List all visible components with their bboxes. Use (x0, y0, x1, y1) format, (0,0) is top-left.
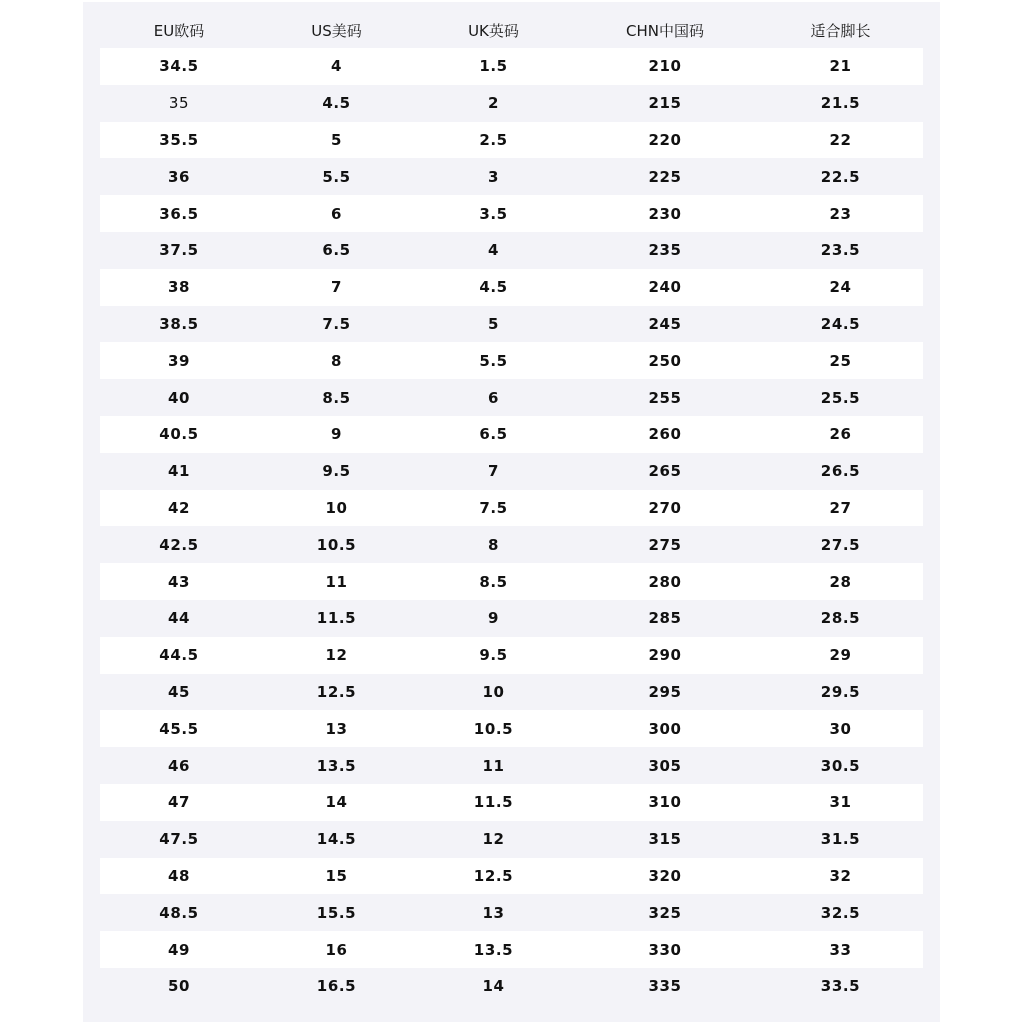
table-row (100, 306, 923, 343)
cell-eu-size: 40.5 (159, 425, 199, 444)
cell-eu-size: 43 (167, 572, 191, 591)
cell-chn-size: 210 (648, 57, 682, 76)
table-row (100, 453, 923, 490)
cell-chn-size: 325 (648, 903, 682, 922)
header-eu: EU欧码 (153, 21, 205, 40)
cell-uk-size: 5 (487, 314, 500, 333)
cell-us-size: 10.5 (316, 535, 357, 554)
cell-uk-size: 2.5 (479, 130, 508, 149)
cell-eu-size: 48 (167, 866, 191, 885)
cell-chn-size: 270 (648, 498, 682, 517)
cell-foot-length: 25 (829, 351, 852, 370)
cell-us-size: 12 (325, 646, 348, 665)
cell-foot-length: 22 (829, 130, 852, 149)
table-row (100, 85, 923, 122)
cell-eu-size: 40 (167, 388, 191, 407)
cell-uk-size: 12 (482, 830, 505, 849)
cell-eu-size: 39 (167, 351, 191, 370)
cell-uk-size: 1.5 (479, 57, 508, 76)
table-body (100, 48, 923, 1005)
cell-eu-size: 34.5 (159, 57, 199, 76)
cell-eu-size: 44 (167, 609, 191, 628)
cell-foot-length: 25.5 (820, 388, 861, 407)
table-row (100, 48, 923, 85)
cell-eu-size: 46 (167, 756, 191, 775)
cell-us-size: 15 (325, 866, 348, 885)
cell-chn-size: 250 (648, 351, 682, 370)
cell-foot-length: 33 (829, 940, 852, 959)
cell-us-size: 9 (330, 425, 343, 444)
cell-foot-length: 28.5 (820, 609, 861, 628)
cell-chn-size: 225 (648, 167, 682, 186)
cell-eu-size: 47 (167, 793, 191, 812)
cell-uk-size: 14 (482, 977, 505, 996)
cell-foot-length: 30 (829, 719, 852, 738)
cell-uk-size: 13 (482, 903, 505, 922)
cell-foot-length: 29 (829, 646, 852, 665)
cell-uk-size: 9.5 (479, 646, 508, 665)
cell-eu-size: 42.5 (159, 535, 199, 554)
cell-foot-length: 24 (829, 278, 852, 297)
cell-uk-size: 6 (487, 388, 500, 407)
cell-us-size: 7.5 (322, 314, 351, 333)
cell-chn-size: 260 (648, 425, 682, 444)
cell-eu-size: 42 (167, 498, 191, 517)
cell-chn-size: 255 (648, 388, 682, 407)
cell-eu-size: 48.5 (159, 903, 199, 922)
cell-uk-size: 4 (487, 241, 500, 260)
cell-foot-length: 26.5 (820, 462, 861, 481)
cell-uk-size: 12.5 (473, 866, 514, 885)
table-row (100, 674, 923, 711)
cell-us-size: 6.5 (322, 241, 351, 260)
cell-foot-length: 32 (829, 866, 852, 885)
cell-uk-size: 8 (487, 535, 500, 554)
cell-foot-length: 21.5 (820, 94, 861, 113)
cell-us-size: 16 (325, 940, 348, 959)
cell-eu-size: 38.5 (159, 314, 199, 333)
cell-foot-length: 27 (829, 498, 852, 517)
cell-eu-size: 38 (167, 278, 191, 297)
cell-us-size: 15.5 (316, 903, 357, 922)
table-row (100, 600, 923, 637)
table-row (100, 968, 923, 1005)
cell-eu-size: 35.5 (159, 130, 199, 149)
cell-uk-size: 11.5 (473, 793, 514, 812)
cell-chn-size: 285 (648, 609, 682, 628)
cell-foot-length: 22.5 (820, 167, 861, 186)
cell-foot-length: 32.5 (820, 903, 861, 922)
cell-us-size: 13.5 (316, 756, 357, 775)
cell-chn-size: 300 (648, 719, 682, 738)
cell-foot-length: 23 (829, 204, 852, 223)
table-row (100, 637, 923, 674)
cell-chn-size: 330 (648, 940, 682, 959)
cell-us-size: 16.5 (316, 977, 357, 996)
table-row (100, 747, 923, 784)
cell-eu-size: 45 (167, 682, 191, 701)
table-row (100, 379, 923, 416)
cell-uk-size: 13.5 (473, 940, 514, 959)
cell-foot-length: 26 (829, 425, 852, 444)
cell-uk-size: 2 (487, 94, 500, 113)
cell-uk-size: 8.5 (479, 572, 508, 591)
table-row (100, 195, 923, 232)
cell-uk-size: 10.5 (473, 719, 514, 738)
header-chn: CHN中国码 (626, 21, 704, 40)
cell-chn-size: 230 (648, 204, 682, 223)
cell-us-size: 12.5 (316, 682, 357, 701)
cell-us-size: 9.5 (322, 462, 351, 481)
cell-uk-size: 7.5 (479, 498, 508, 517)
header-foot-length: 适合脚长 (810, 21, 871, 40)
cell-eu-size: 41 (167, 462, 191, 481)
table-row (100, 563, 923, 600)
cell-foot-length: 28 (829, 572, 852, 591)
table-header-row (100, 12, 923, 48)
cell-foot-length: 21 (829, 57, 852, 76)
cell-eu-size: 35 (168, 94, 190, 113)
cell-uk-size: 7 (487, 462, 500, 481)
table-row (100, 526, 923, 563)
size-chart-table (83, 2, 940, 1022)
cell-us-size: 5 (330, 130, 343, 149)
table-row (100, 784, 923, 821)
cell-chn-size: 290 (648, 646, 682, 665)
cell-chn-size: 245 (648, 314, 682, 333)
cell-us-size: 5.5 (322, 167, 351, 186)
cell-chn-size: 275 (648, 535, 682, 554)
cell-foot-length: 31 (829, 793, 852, 812)
table-row (100, 894, 923, 931)
cell-us-size: 11.5 (316, 609, 357, 628)
table-row (100, 416, 923, 453)
cell-us-size: 8 (330, 351, 343, 370)
table-row (100, 158, 923, 195)
cell-us-size: 13 (325, 719, 348, 738)
cell-uk-size: 10 (482, 682, 505, 701)
cell-chn-size: 220 (648, 130, 682, 149)
cell-foot-length: 31.5 (820, 830, 861, 849)
cell-foot-length: 33.5 (820, 977, 861, 996)
cell-chn-size: 235 (648, 241, 682, 260)
cell-chn-size: 215 (648, 94, 682, 113)
cell-us-size: 4.5 (322, 94, 351, 113)
header-uk: UK英码 (468, 21, 519, 40)
cell-uk-size: 4.5 (479, 278, 508, 297)
cell-us-size: 6 (330, 204, 343, 223)
table-row (100, 710, 923, 747)
cell-uk-size: 3.5 (479, 204, 508, 223)
cell-chn-size: 280 (648, 572, 682, 591)
cell-uk-size: 9 (487, 609, 500, 628)
cell-uk-size: 11 (482, 756, 505, 775)
cell-chn-size: 335 (648, 977, 682, 996)
cell-eu-size: 36.5 (159, 204, 199, 223)
table-row (100, 342, 923, 379)
cell-eu-size: 47.5 (159, 830, 199, 849)
cell-us-size: 11 (325, 572, 348, 591)
cell-foot-length: 27.5 (820, 535, 861, 554)
table-row (100, 122, 923, 159)
cell-chn-size: 240 (648, 278, 682, 297)
cell-us-size: 14.5 (316, 830, 357, 849)
cell-uk-size: 5.5 (479, 351, 508, 370)
cell-foot-length: 23.5 (820, 241, 861, 260)
cell-us-size: 10 (325, 498, 348, 517)
cell-eu-size: 49 (167, 940, 191, 959)
cell-foot-length: 29.5 (820, 682, 861, 701)
cell-chn-size: 320 (648, 866, 682, 885)
table-row (100, 490, 923, 527)
table-row (100, 269, 923, 306)
cell-us-size: 14 (325, 793, 348, 812)
cell-chn-size: 310 (648, 793, 682, 812)
cell-chn-size: 315 (648, 830, 682, 849)
table-row (100, 931, 923, 968)
cell-chn-size: 295 (648, 682, 682, 701)
cell-us-size: 8.5 (322, 388, 351, 407)
cell-eu-size: 37.5 (159, 241, 199, 260)
header-us: US美码 (311, 21, 362, 40)
cell-us-size: 4 (330, 57, 343, 76)
table-row (100, 821, 923, 858)
cell-eu-size: 36 (167, 167, 191, 186)
cell-chn-size: 305 (648, 756, 682, 775)
cell-foot-length: 30.5 (820, 756, 861, 775)
cell-foot-length: 24.5 (820, 314, 861, 333)
cell-eu-size: 50 (167, 977, 191, 996)
cell-uk-size: 6.5 (479, 425, 508, 444)
cell-us-size: 7 (330, 278, 343, 297)
cell-chn-size: 265 (648, 462, 682, 481)
cell-uk-size: 3 (487, 167, 500, 186)
table-row (100, 232, 923, 269)
cell-eu-size: 44.5 (159, 646, 199, 665)
table-row (100, 858, 923, 895)
cell-eu-size: 45.5 (159, 719, 199, 738)
